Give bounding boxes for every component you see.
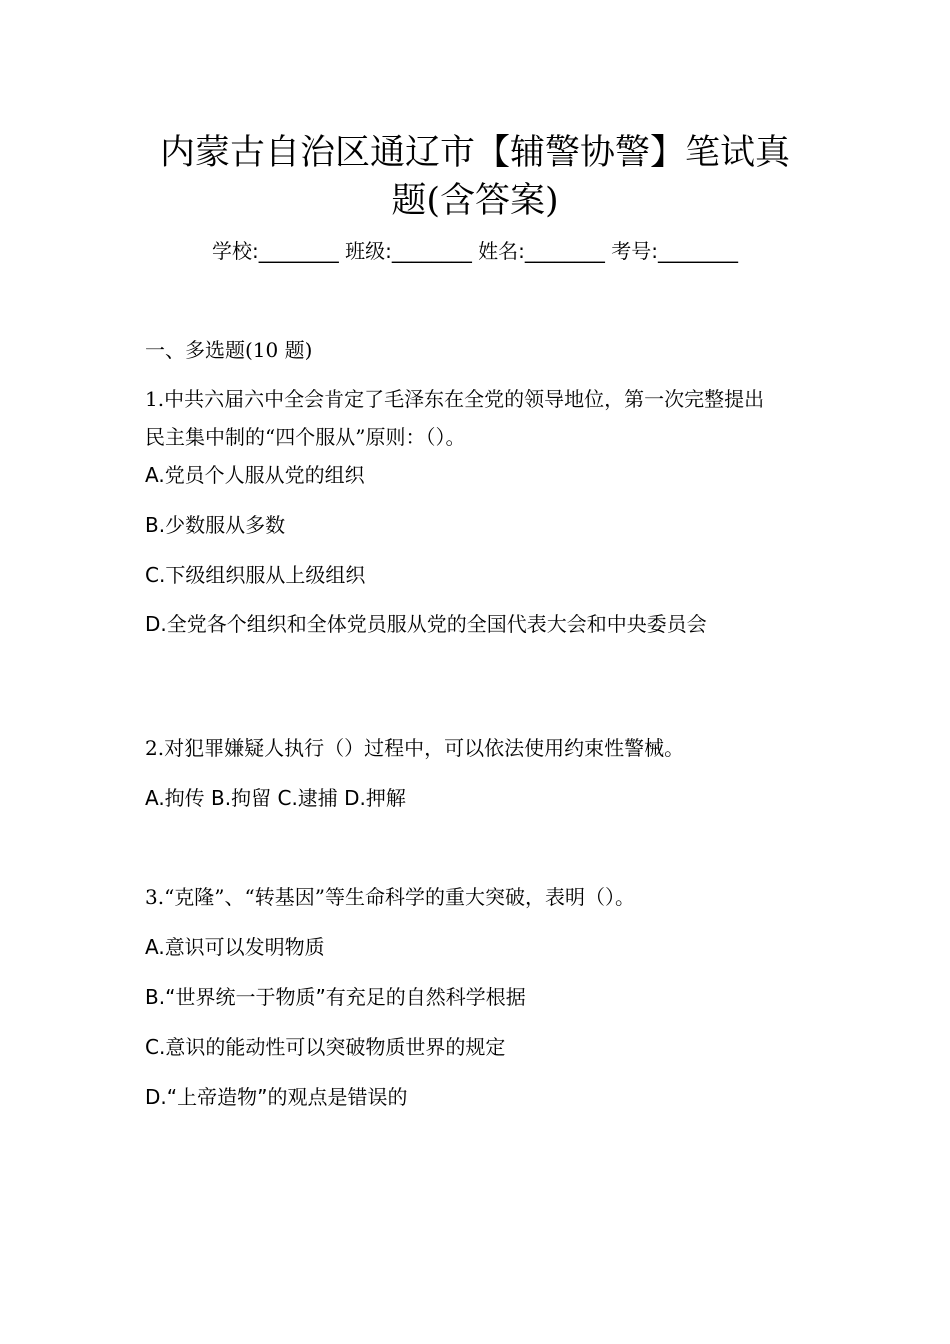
question-3-option-a: A.意识可以发明物质: [145, 935, 325, 959]
question-3-option-c: C.意识的能动性可以突破物质世界的规定: [145, 1035, 506, 1059]
exam-title-line-2: 题(含答案): [391, 181, 559, 221]
question-2-options: A.拘传 B.拘留 C.逮捕 D.押解: [145, 786, 406, 810]
question-1-option-c: C.下级组织服从上级组织: [145, 563, 366, 587]
question-3-option-b: B.“世界统一于物质”有充足的自然科学根据: [145, 985, 526, 1009]
student-info-fields: 学校:________ 班级:________ 姓名:________ 考号:________: [211, 239, 739, 263]
question-1-stem-line-1: 1.中共六届六中全会肯定了毛泽东在全党的领导地位，第一次完整提出: [145, 387, 765, 411]
question-3-option-d: D.“上帝造物”的观点是错误的: [145, 1085, 408, 1109]
exam-title-line-1: 内蒙古自治区通辽市【辅警协警】笔试真: [159, 133, 790, 173]
question-1-option-d: D.全党各个组织和全体党员服从党的全国代表大会和中央委员会: [145, 612, 707, 636]
question-1-option-a: A.党员个人服从党的组织: [145, 463, 365, 487]
question-1-option-b: B.少数服从多数: [145, 513, 286, 537]
question-1-stem-line-2: 民主集中制的“四个服从”原则：（）。: [145, 425, 466, 449]
question-2-stem: 2.对犯罪嫌疑人执行（）过程中，可以依法使用约束性警械。: [145, 736, 685, 760]
question-3-stem: 3.“克隆”、“转基因”等生命科学的重大突破，表明（）。: [145, 885, 635, 909]
section-heading: 一、多选题(10 题): [145, 338, 313, 362]
